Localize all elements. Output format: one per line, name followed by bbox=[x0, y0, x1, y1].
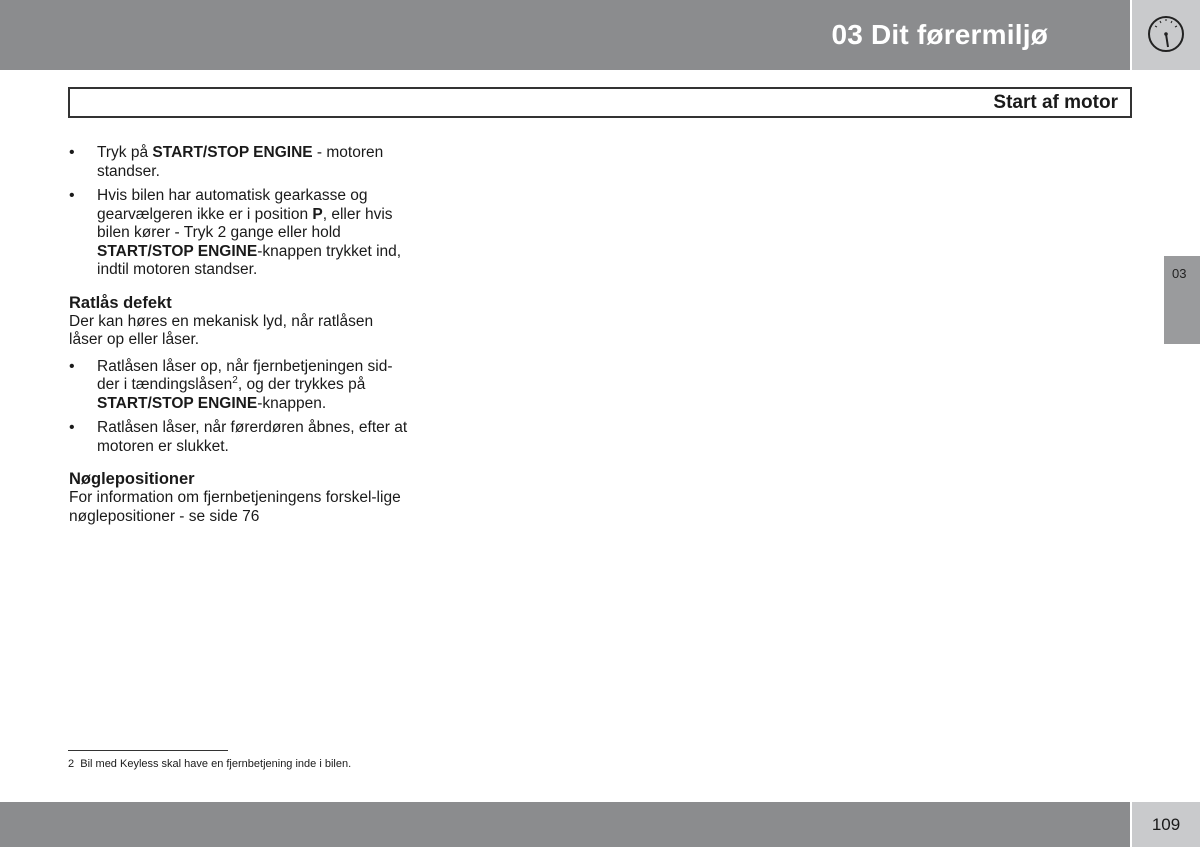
noegle-text: For information om fjernbetjeningens forskel-lige nøglepositioner - se side 76 bbox=[69, 489, 401, 525]
side-tab-label: 03 bbox=[1172, 266, 1187, 281]
list-item bbox=[69, 187, 409, 280]
bullet-text-bold: START/STOP ENGINE bbox=[152, 144, 313, 161]
bullet-text-bold: P bbox=[312, 205, 323, 223]
bullet-text-pre: Hvis bilen har automatisk gearkasse og gearvælgeren ikke er i position bbox=[97, 187, 368, 223]
chapter-icon-box bbox=[1132, 0, 1200, 70]
bullet-icon: • bbox=[69, 357, 75, 375]
header-bar bbox=[0, 0, 1130, 70]
footnote-text: Bil med Keyless skal have en fjernbetjening inde i bilen. bbox=[80, 758, 352, 770]
list-item bbox=[69, 144, 409, 181]
chapter-title: 03 Dit førermiljø bbox=[831, 19, 1048, 50]
bullet-list-ratlas bbox=[69, 358, 409, 457]
bullet-text-post: -knappen. bbox=[257, 394, 327, 412]
bullet-text: Ratlåsen låser, når førerdøren åbnes, efter at motoren er slukket. bbox=[97, 419, 408, 455]
bullet-text-mid: , og der trykkes på bbox=[237, 376, 366, 393]
page-number: 109 bbox=[1151, 815, 1181, 834]
bullet-icon: • bbox=[69, 419, 75, 436]
page-number-box bbox=[1132, 802, 1200, 847]
bullet-text-pre: Ratlåsen låser op, når fjernbetjeningen sid-der i tændingslåsen bbox=[97, 357, 393, 393]
footer-bar bbox=[0, 802, 1130, 847]
bullet-icon: • bbox=[69, 187, 75, 204]
footnote-number: 2 bbox=[68, 758, 75, 770]
footnote-divider bbox=[68, 750, 228, 751]
bullet-text-bold: START/STOP ENGINE bbox=[97, 242, 258, 260]
noegle-heading: Nøglepositioner bbox=[69, 470, 195, 488]
bullet-text-post: - motoren standser. bbox=[97, 144, 384, 180]
bullet-text-post: -knappen trykket ind, indtil motoren standser. bbox=[97, 242, 402, 278]
bullet-list-top bbox=[69, 144, 409, 280]
footnote-ref: 2 bbox=[232, 374, 238, 386]
section-title-box bbox=[68, 87, 1132, 118]
list-item bbox=[69, 419, 409, 456]
list-item bbox=[69, 358, 409, 414]
bullet-text-mid: , eller hvis bilen kører - Tryk 2 gange eller hold bbox=[97, 205, 393, 241]
main-content bbox=[69, 144, 409, 534]
bullet-text-pre: Tryk på bbox=[97, 144, 153, 161]
footnote bbox=[68, 758, 351, 770]
ratlas-heading: Ratlås defekt bbox=[69, 293, 172, 312]
ratlas-text: Der kan høres en mekanisk lyd, når ratlåsen låser op eller låser. bbox=[69, 312, 374, 348]
section-title: Start af motor bbox=[993, 92, 1118, 113]
bullet-icon: • bbox=[69, 144, 75, 161]
gauge-icon bbox=[1146, 14, 1186, 54]
bullet-text-bold: START/STOP ENGINE bbox=[97, 394, 258, 412]
chapter-side-tab bbox=[1164, 256, 1200, 344]
